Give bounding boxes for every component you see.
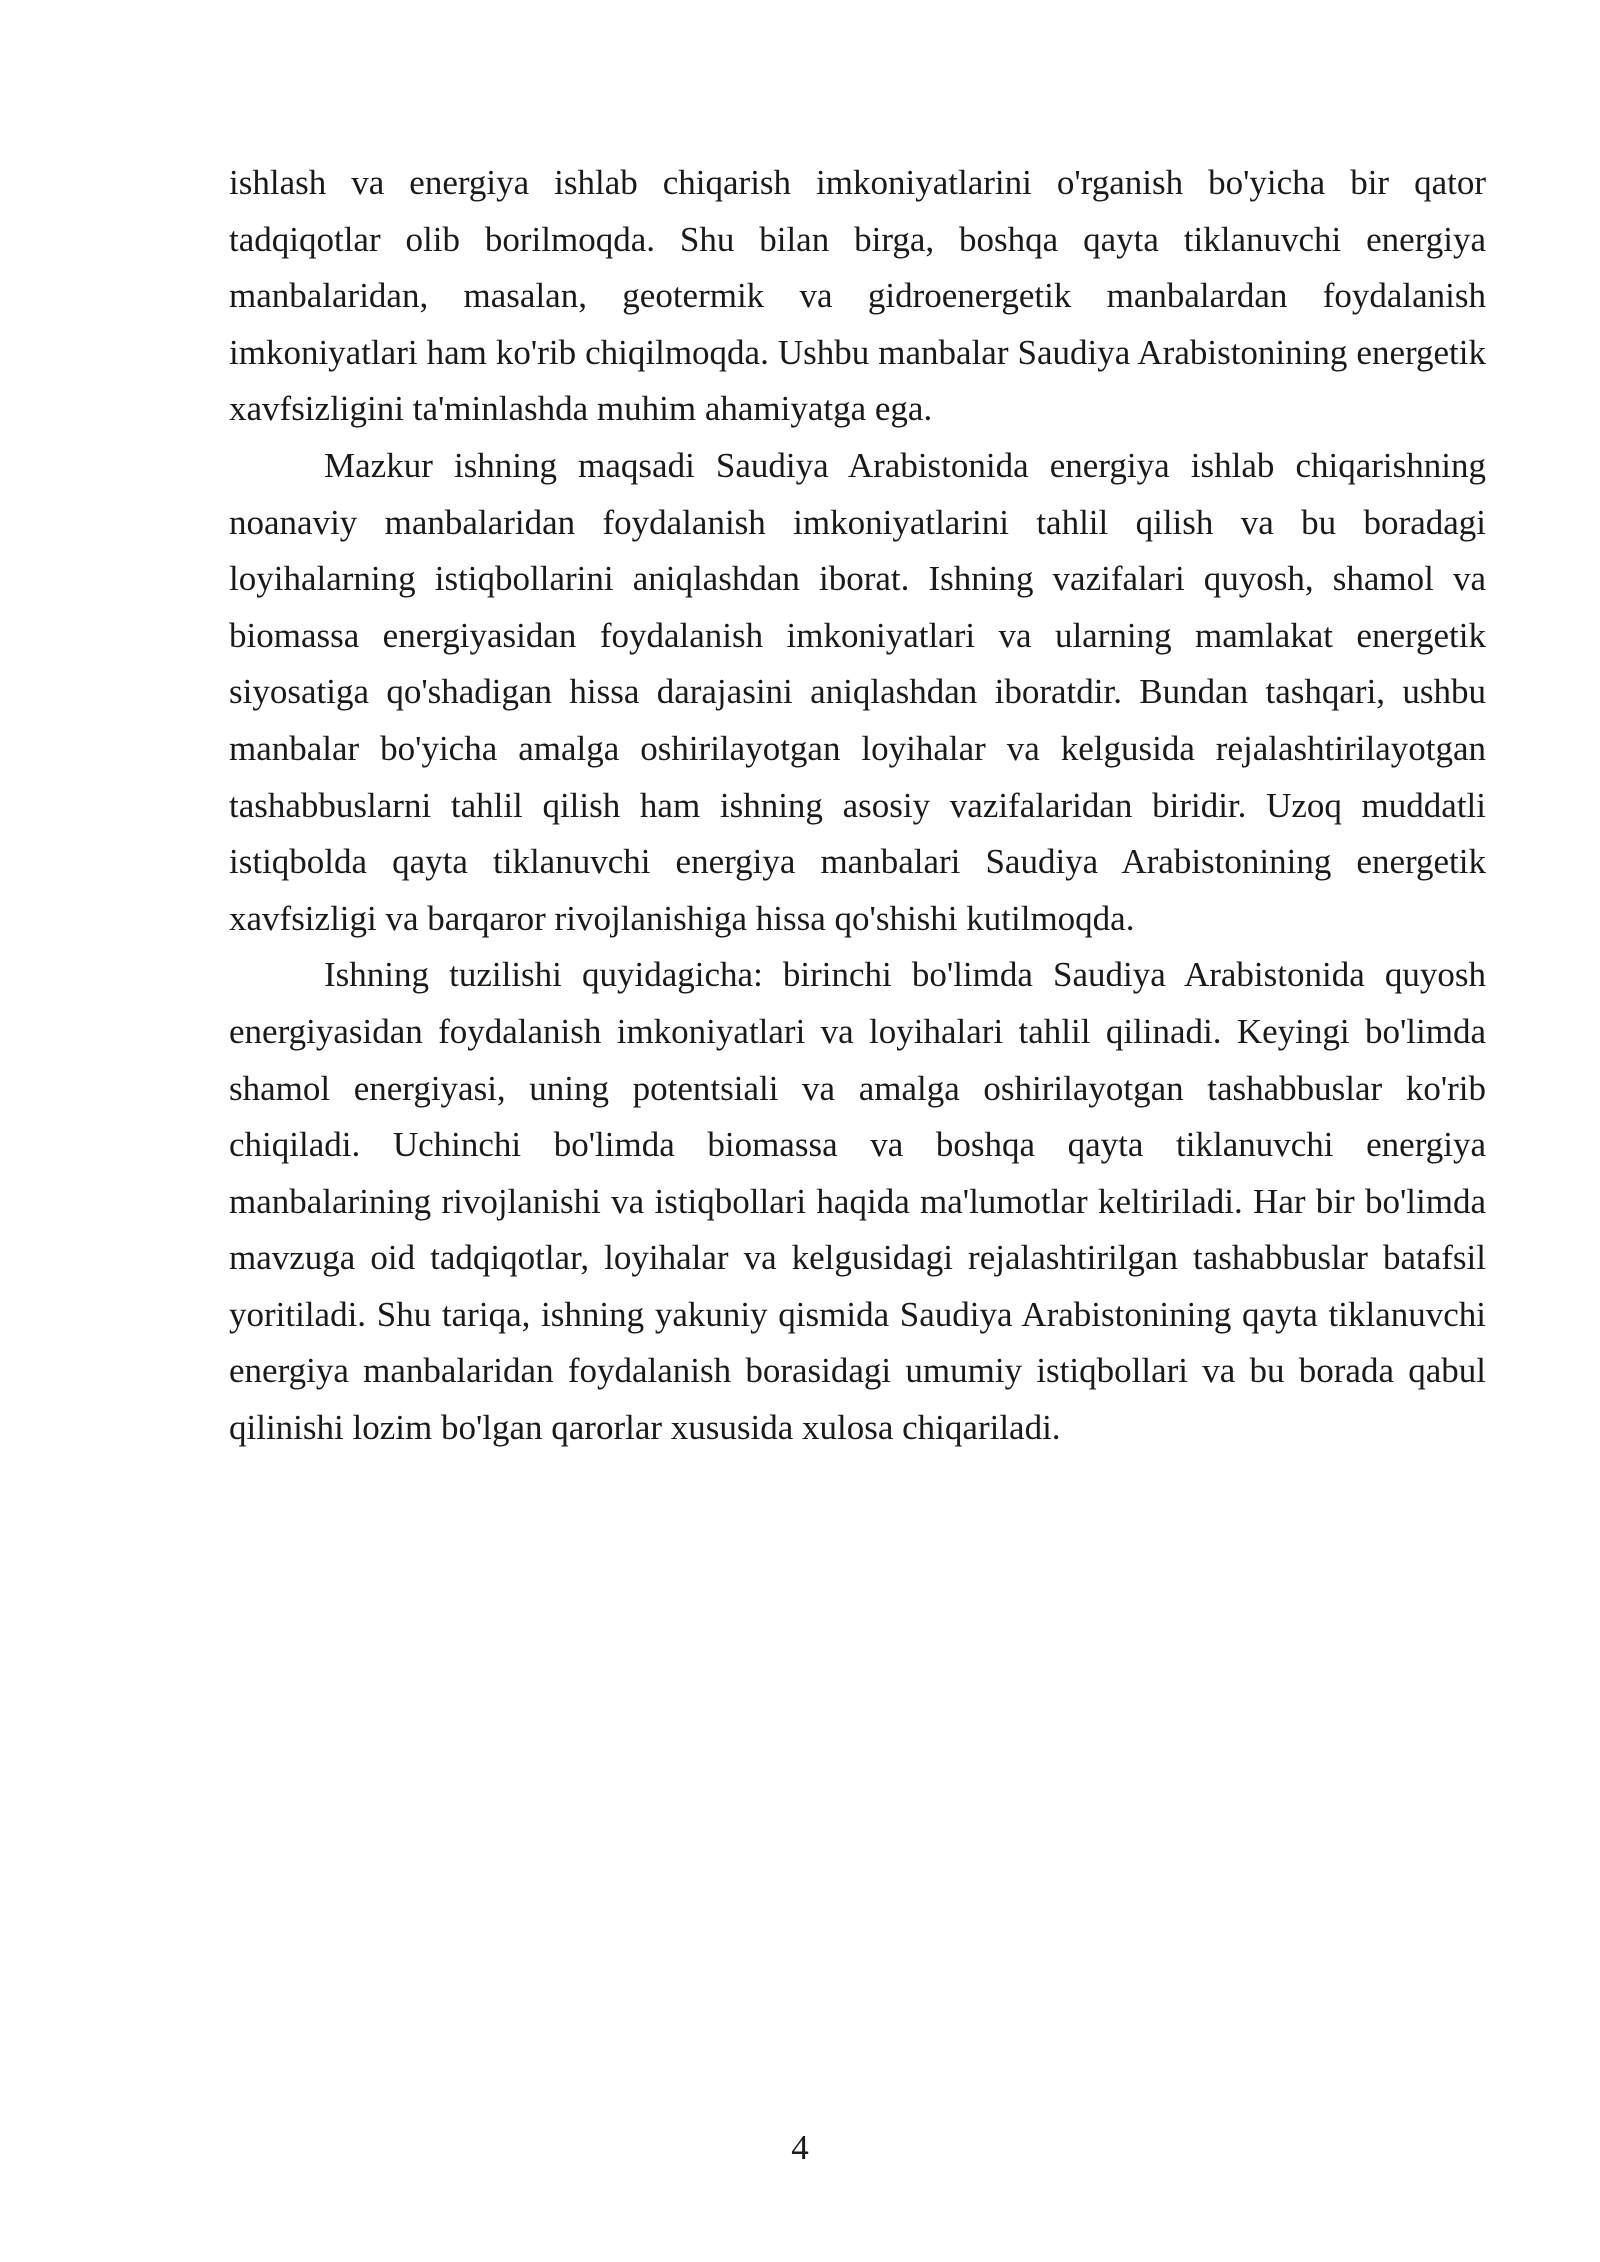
body-text — [229, 155, 1486, 1457]
page-number: 4 — [791, 2128, 809, 2167]
paragraph-structure: Ishning tuzilishi quyidagicha: birinchi bo'limda Saudiya Arabistonida quyosh energiyasidan foydalanish imkoniyatlari va loyihalari tahlil qilinadi. Keyingi bo'limda shamol energiyasi, uning potentsiali va amalga oshirilayotgan tashabbuslar ko'rib chiqiladi. Uchinchi bo'limda biomassa va boshqa qayta tiklanuvchi energiya manbalarining rivojlanishi va istiqbollari haqida ma'lumotlar keltiriladi. Har bir bo'limda mavzuga oid tadqiqotlar, loyihalar va kelgusidagi rejalashtirilgan tashabbuslar batafsil yoritiladi. Shu tariqa, ishning yakuniy qismida Saudiya Arabistonining qayta tiklanuvchi energiya manbalaridan foydalanish borasidagi umumiy istiqbollari va bu borada qabul qilinishi lozim bo'lgan qarorlar xususida xulosa chiqariladi. — [229, 955, 1486, 1448]
paragraph-continuation: ishlash va energiya ishlab chiqarish imkoniyatlarini o'rganish bo'yicha bir qator tadqiqotlar olib borilmoqda. Shu bilan birga, boshqa qayta tiklanuvchi energiya manbalaridan, masalan, geotermik va gidroenergetik manbalardan foydalanish imkoniyatlari ham ko'rib chiqilmoqda. Ushbu manbalar Saudiya Arabistonining energetik xavfsizligini ta'minlashda muhim ahamiyatga ega. — [229, 163, 1486, 429]
paragraph-purpose: Mazkur ishning maqsadi Saudiya Arabistonida energiya ishlab chiqarishning noanaviy manbalaridan foydalanish imkoniyatlarini tahlil qilish va bu boradagi loyihalarning istiqbollarini aniqlashdan iborat. Ishning vazifalari quyosh, shamol va biomassa energiyasidan foydalanish imkoniyatlari va ularning mamlakat energetik siyosatiga qo'shadigan hissa darajasini aniqlashdan iboratdir. Bundan tashqari, ushbu manbalar bo'yicha amalga oshirilayotgan loyihalar va kelgusida rejalashtirilayotgan tashabbuslarni tahlil qilish ham ishning asosiy vazifalaridan biridir. Uzoq muddatli istiqbolda qayta tiklanuvchi energiya manbalari Saudiya Arabistonining energetik xavfsizligi va barqaror rivojlanishiga hissa qo'shishi kutilmoqda. — [229, 445, 1486, 938]
